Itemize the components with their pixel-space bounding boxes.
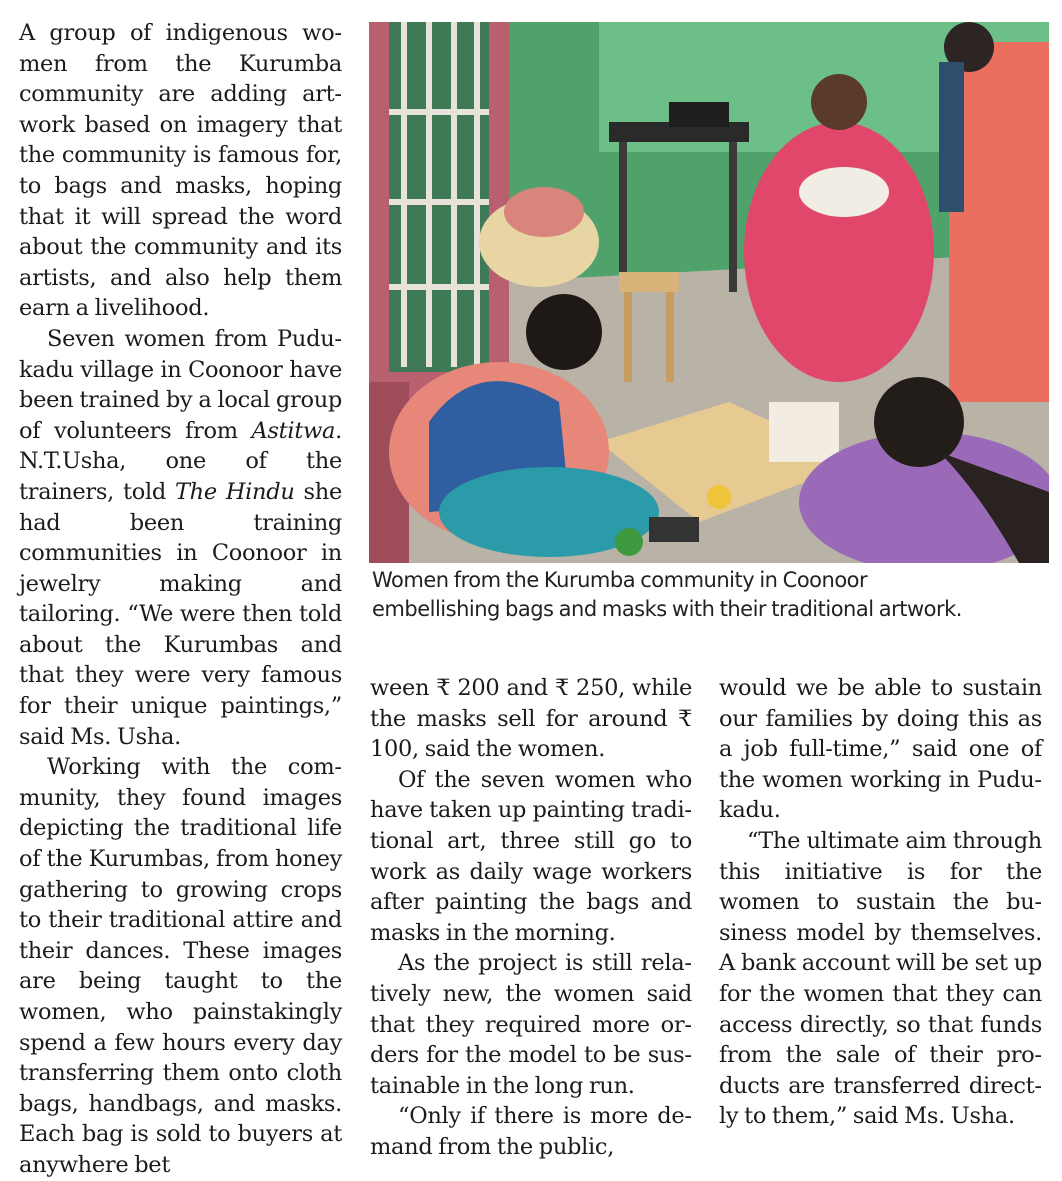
article-paragraph: “Only if there is more demand from the public, [370, 1103, 692, 1160]
photo-women-painting-bags [369, 22, 1049, 563]
article-paragraph: Of the seven women who have taken up painting traditional art, three still go to work as daily wage workers after painting the bags and masks in the morning. [370, 766, 692, 946]
article-paragraph: Working with the community, they found images depicting the traditional life of the Kurumbas, from honey gathering to growing crops to their traditional attire and their dances. These images are being taught to the women, who painstakingly spend a few hours every day transferring them onto cloth bags, handbags, and masks. Each bag is sold to buyers at anywhere bet [19, 754, 342, 1178]
organization-name: Astitwa [251, 417, 336, 444]
photo-caption-line: Women from the Kurumba community in Coonoor [372, 568, 868, 592]
article-photo [369, 22, 1049, 563]
article-paragraph: A group of indigenous women from the Kurumba community are adding artwork based on imagery that the community is famous for, to bags and masks, hoping that it will spread the word about the community and its artists, and also help them earn a livelihood. [19, 20, 342, 322]
article-paragraph: ween ₹ 200 and ₹ 250, while the masks sell for around ₹ 100, said the women. [370, 675, 692, 763]
photo-caption [372, 566, 1052, 624]
article-column-1 [19, 18, 342, 1181]
article-paragraph: Seven women from Pudukadu village in Coonoor have been trained by a local group of volunteers from Astitwa. N.T.Usha, one of the trainers, told The Hindu she had been training communities in Coonoor in jewelry making and tailoring. “We were then told about the Kurumbas and that they were very famous for their unique paintings,” said Ms. Usha. [19, 325, 342, 750]
article-column-3 [719, 673, 1042, 1132]
publication-name: The Hindu [174, 478, 295, 505]
article-paragraph: would we be able to sustain our families by doing this as a job full-time,” said one of the women working in Pudukadu. [719, 675, 1042, 824]
article-paragraph: As the project is still relatively new, the women said that they required more orders for the model to be sustainable in the long run. [370, 950, 692, 1099]
article-paragraph: “The ultimate aim through this initiative is for the women to sustain the business model by themselves. A bank account will be set up for the women that they can access directly, so that funds from the sale of their products are transferred directly to them,” said Ms. Usha. [719, 827, 1042, 1130]
photo-caption-line: embellishing bags and masks with their traditional artwork. [372, 597, 962, 621]
article-column-2 [370, 673, 692, 1163]
